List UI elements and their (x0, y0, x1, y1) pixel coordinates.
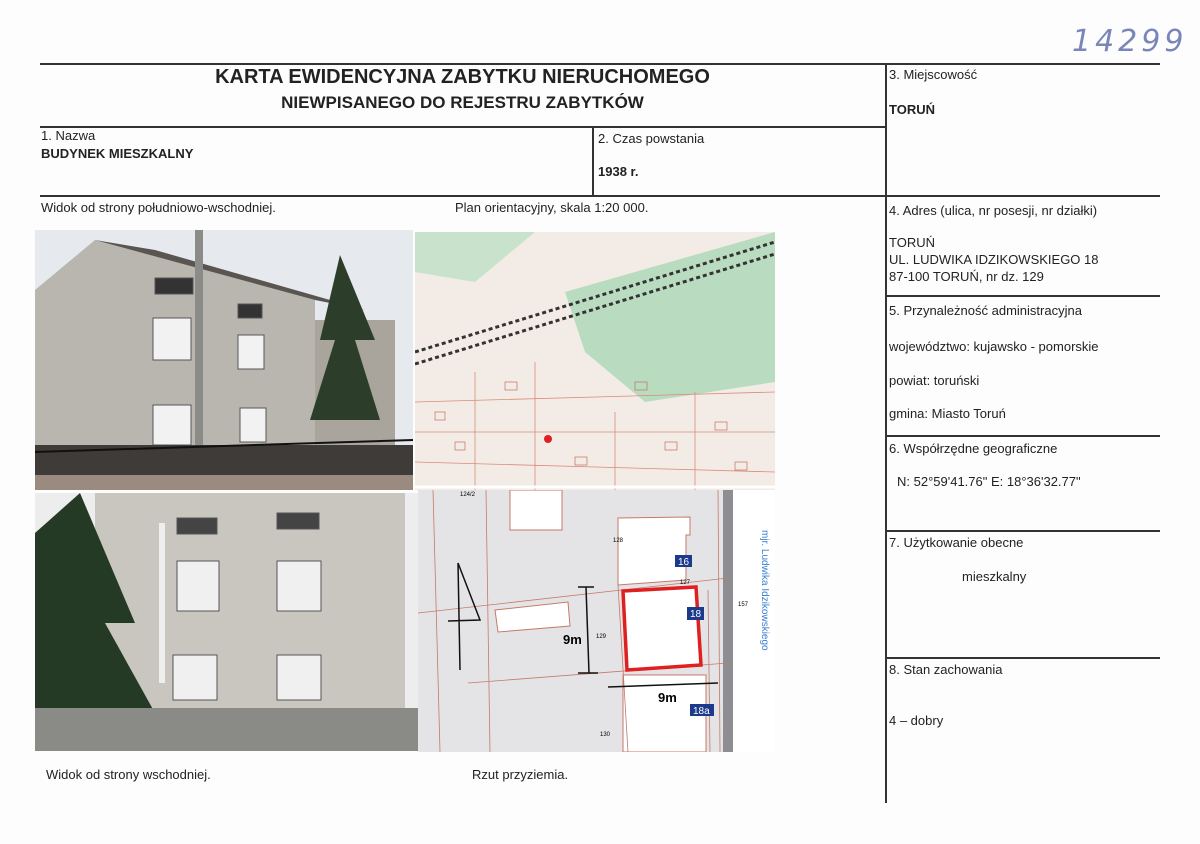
condition-label: 8. Stan zachowania (889, 662, 1003, 677)
name-value: BUDYNEK MIESZKALNY (41, 146, 194, 161)
caption-photo-se: Widok od strony południowo-wschodniej. (41, 200, 276, 215)
caption-map: Plan orientacyjny, skala 1:20 000. (455, 200, 649, 215)
admin-label: 5. Przynależność administracyjna (889, 303, 1082, 318)
date-value: 1938 r. (598, 164, 639, 179)
parcel-157: 157 (738, 602, 749, 608)
divider (885, 295, 1160, 297)
caption-photo-e: Widok od strony wschodniej. (46, 767, 211, 782)
locality-value: TORUŃ (889, 102, 935, 117)
divider (885, 657, 1160, 659)
street-label: mjr. Ludwika Idzikowskiego (759, 530, 770, 651)
county: powiat: toruński (889, 373, 980, 388)
divider (885, 530, 1160, 532)
address-line2: UL. LUDWIKA IDZIKOWSKIEGO 18 (889, 252, 1099, 267)
parcel-130: 130 (600, 732, 611, 738)
commune: gmina: Miasto Toruń (889, 406, 1006, 421)
photo-east-view (35, 493, 418, 751)
dim-vertical: 9m (563, 632, 582, 647)
title: KARTA EWIDENCYJNA ZABYTKU NIERUCHOMEGO (215, 66, 710, 88)
usage-label: 7. Użytkowanie obecne (889, 535, 1024, 550)
voivodeship: województwo: kujawsko - pomorskie (889, 339, 1099, 354)
orientation-map (415, 232, 775, 490)
parcel-129: 129 (596, 634, 607, 640)
parcel-128: 128 (613, 538, 624, 544)
photo-southeast-view (35, 230, 413, 490)
address-line1: TORUŃ (889, 235, 935, 250)
divider (885, 435, 1160, 437)
ground-plan (418, 490, 775, 752)
divider (40, 126, 885, 128)
address-line3: 87-100 TORUŃ, nr dz. 129 (889, 269, 1044, 284)
divider (592, 126, 594, 196)
house-number-18: 18 (690, 609, 702, 620)
parcel-127: 127 (680, 580, 691, 586)
caption-plan: Rzut przyziemia. (472, 767, 569, 782)
date-label: 2. Czas powstania (598, 131, 705, 146)
house-number-16: 16 (678, 557, 690, 568)
coords-label: 6. Współrzędne geograficzne (889, 441, 1058, 456)
condition-value: 4 – dobry (889, 713, 944, 728)
coords-value: N: 52°59'41.76" E: 18°36'32.77" (897, 474, 1081, 489)
address-label: 4. Adres (ulica, nr posesji, nr działki) (889, 203, 1098, 218)
locality-label: 3. Miejscowość (889, 67, 978, 82)
usage-value: mieszkalny (962, 569, 1027, 584)
subtitle: NIEWPISANEGO DO REJESTRU ZABYTKÓW (281, 93, 644, 112)
divider (40, 195, 1160, 197)
house-number-18a: 18a (693, 706, 710, 717)
highlighted-building (623, 587, 701, 670)
location-marker (544, 435, 552, 443)
dim-horizontal: 9m (658, 690, 677, 705)
handwritten-number: 14299 (1072, 24, 1188, 59)
divider (885, 63, 887, 803)
parcel-124-2: 124/2 (460, 492, 476, 498)
divider (40, 63, 1160, 65)
name-label: 1. Nazwa (41, 128, 96, 143)
